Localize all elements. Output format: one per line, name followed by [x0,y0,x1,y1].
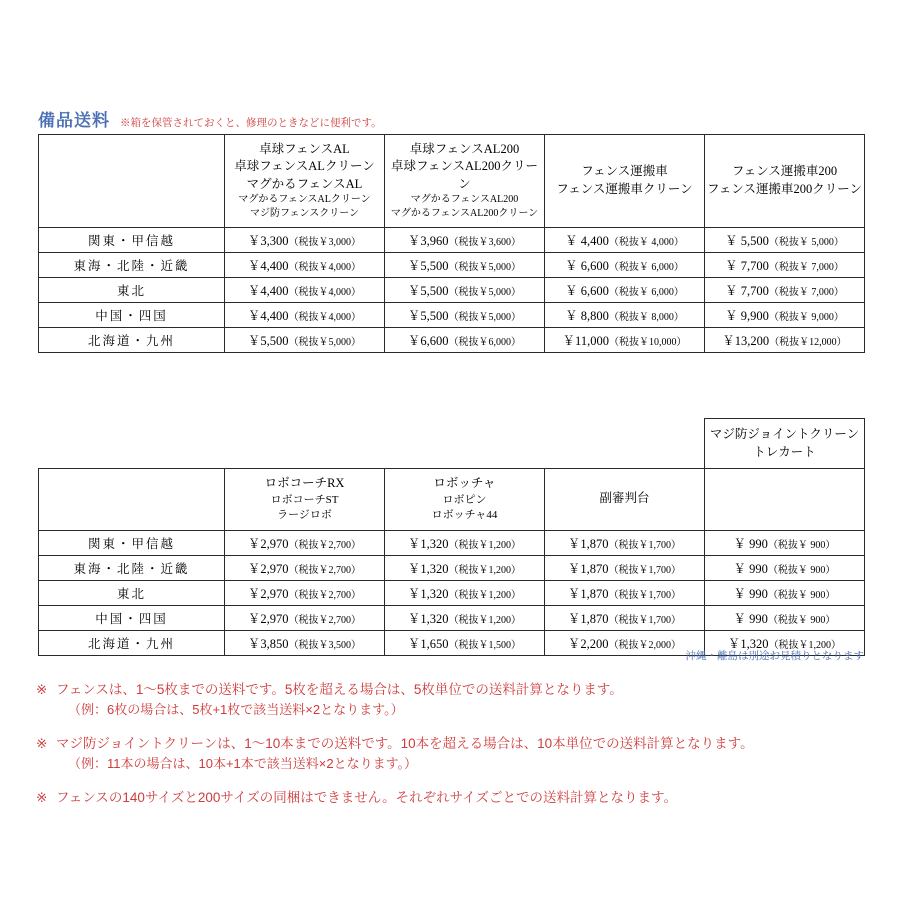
spacer-cell [39,419,225,469]
price-cell: ￥2,970（税抜￥2,700） [225,530,385,555]
table-row [39,278,865,303]
price-cell: ￥4,400（税抜￥4,000） [225,278,385,303]
price-cell: ￥ 990（税抜￥ 900） [705,580,865,605]
price-tax-excluded: （税抜￥5,000） [288,337,362,349]
footnote-text: フェンスは、1～5枚までの送料です。5枚を超える場合は、5枚単位での送料計算となります。 [56,682,623,697]
price-tax-excluded: （税抜￥ 8,000） [608,312,684,324]
column-header-line: フェンス運搬車クリーン [556,181,693,196]
price-cell: ￥2,970（税抜￥2,700） [225,580,385,605]
price-tax-excluded: （税抜￥10,000） [608,337,687,349]
price-cell: ￥5,500（税抜￥5,000） [385,278,545,303]
heading-note: ※箱を保管されておくと、修理のときなどに便利です。 [120,116,382,129]
price-cell: ￥3,960（税抜￥3,600） [385,228,545,253]
price-cell: ￥ 4,400（税抜￥ 4,000） [545,228,705,253]
table-row [39,530,865,555]
price-cell: ￥11,000（税抜￥10,000） [545,328,705,353]
column-header [225,469,385,531]
price-cell: ￥ 990（税抜￥ 900） [705,530,865,555]
table-header-row [39,469,865,531]
price-tax-excluded: （税抜￥1,700） [608,614,682,626]
price-tax-excluded: （税抜￥1,200） [768,639,842,651]
price-tax-excluded: （税抜￥1,700） [608,589,682,601]
column-header-line: ロボコーチRX [264,476,345,491]
price-cell: ￥ 7,700（税抜￥ 7,000） [705,253,865,278]
price-cell: ￥1,320（税抜￥1,200） [385,530,545,555]
region-label: 関東・甲信越 [39,228,225,253]
column-header-line: 卓球フェンスAL200クリーン [391,159,538,191]
price-tax-excluded: （税抜￥1,200） [448,564,522,576]
region-label: 東北 [39,278,225,303]
price-tax-excluded: （税抜￥4,000） [288,262,362,274]
price-tax-excluded: （税抜￥12,000） [769,337,847,349]
price-tax-excluded: （税抜￥ 6,000） [608,287,684,299]
column-header [385,469,545,531]
column-header-line: フェンス運搬車200 [731,164,838,179]
price-cell: ￥1,320（税抜￥1,200） [385,580,545,605]
price-cell: ￥5,500（税抜￥5,000） [385,303,545,328]
price-cell: ￥1,320（税抜￥1,200） [705,630,865,655]
region-label: 東海・北陸・近畿 [39,555,225,580]
column-header [545,469,705,531]
corner-cell [39,135,225,228]
column-header-line: ロボコーチST [270,493,339,506]
table-row [39,253,865,278]
column-header-line: ロボピン [442,493,487,506]
footnote-text: マジ防ジョイントクリーンは、1～10本までの送料です。10本を超える場合は、10本単位での送料計算となります。 [56,735,754,751]
price-cell: ￥ 6,600（税抜￥ 6,000） [545,253,705,278]
column-header-line: トレカート [753,445,816,460]
column-header-line: マグかるフェンスALクリーン [238,193,371,205]
footnotes [36,680,866,822]
spacer-cell [385,419,545,469]
column-header [385,135,545,228]
price-cell: ￥3,300（税抜￥3,000） [225,228,385,253]
price-cell: ￥1,650（税抜￥1,500） [385,630,545,655]
footnote-sub: （例：11本の場合は、10本+1本で該当送料×2となります。） [68,756,418,771]
region-label: 東海・北陸・近畿 [39,253,225,278]
price-tax-excluded: （税抜￥ 900） [767,589,836,601]
column-header-line: マジ防ジョイントクリーン [709,427,860,441]
footnote [36,788,866,808]
corner-cell [39,469,225,531]
footnote-main [36,734,866,754]
table-row [39,580,865,605]
price-cell: ￥4,400（税抜￥4,000） [225,253,385,278]
spacer-cell [545,419,705,469]
shipping-table-machines [38,418,865,656]
price-cell: ￥2,200（税抜￥2,000） [545,630,705,655]
price-tax-excluded: （税抜￥ 9,000） [768,312,844,324]
price-tax-excluded: （税抜￥2,700） [288,539,362,551]
spacer-cell [225,419,385,469]
column-header-line: ロボッチャ44 [431,508,498,521]
price-tax-excluded: （税抜￥4,000） [288,287,362,299]
footnote-mark: ※ [36,735,48,751]
price-cell: ￥ 990（税抜￥ 900） [705,555,865,580]
price-tax-excluded: （税抜￥ 7,000） [768,262,844,274]
column-header [705,135,865,228]
price-cell: ￥2,970（税抜￥2,700） [225,555,385,580]
column-header-line: ラージロボ [277,508,332,521]
price-cell: ￥6,600（税抜￥6,000） [385,328,545,353]
table-header-row [39,135,865,228]
price-tax-excluded: （税抜￥2,700） [288,614,362,626]
price-tax-excluded: （税抜￥1,200） [448,614,522,626]
price-tax-excluded: （税抜￥1,200） [448,589,522,601]
price-tax-excluded: （税抜￥3,000） [288,237,362,249]
table-floating-header-row [39,419,865,469]
price-tax-excluded: （税抜￥ 4,000） [608,237,684,249]
footnote-text: フェンスの140サイズと200サイズの同梱はできません。それぞれサイズごとでの送料計算となります。 [56,789,677,805]
column-header-line: 副審判台 [599,491,650,506]
column-header-line: マジ防フェンスクリーン [250,207,359,219]
region-label: 関東・甲信越 [39,530,225,555]
table-row [39,303,865,328]
price-cell: ￥ 5,500（税抜￥ 5,000） [705,228,865,253]
column-header-line: マグかるフェンスAL [246,176,363,191]
price-cell: ￥1,870（税抜￥1,700） [545,580,705,605]
column-header [705,419,865,469]
price-tax-excluded: （税抜￥1,700） [608,539,682,551]
price-cell: ￥13,200（税抜￥12,000） [705,328,865,353]
price-tax-excluded: （税抜￥2,700） [288,564,362,576]
price-tax-excluded: （税抜￥1,200） [448,539,522,551]
price-tax-excluded: （税抜￥2,000） [608,639,682,651]
column-header [705,469,865,531]
price-tax-excluded: （税抜￥ 6,000） [608,262,684,274]
price-cell: ￥ 8,800（税抜￥ 8,000） [545,303,705,328]
footnote-main [36,680,866,700]
footnote [36,680,866,720]
price-tax-excluded: （税抜￥2,700） [288,589,362,601]
region-label: 中国・四国 [39,303,225,328]
price-cell: ￥ 6,600（税抜￥ 6,000） [545,278,705,303]
table-row [39,328,865,353]
footnote-sub: （例：6枚の場合は、5枚+1枚で該当送料×2となります。） [68,702,404,718]
price-cell: ￥ 7,700（税抜￥ 7,000） [705,278,865,303]
price-tax-excluded: （税抜￥5,000） [448,312,522,324]
price-cell: ￥5,500（税抜￥5,000） [385,253,545,278]
price-tax-excluded: （税抜￥1,500） [448,639,522,651]
footnote-mark: ※ [36,789,48,805]
price-cell: ￥2,970（税抜￥2,700） [225,605,385,630]
table-row [39,555,865,580]
region-label: 北海道・九州 [39,630,225,655]
price-tax-excluded: （税抜￥ 7,000） [768,287,844,299]
table-row [39,605,865,630]
column-header-line: マグかるフェンスAL200クリーン [390,207,539,219]
region-label: 北海道・九州 [39,328,225,353]
price-tax-excluded: （税抜￥3,600） [448,237,522,249]
price-cell: ￥1,870（税抜￥1,700） [545,555,705,580]
price-cell: ￥1,870（税抜￥1,700） [545,530,705,555]
price-cell: ￥4,400（税抜￥4,000） [225,303,385,328]
column-header-line: ロボッチャ [433,476,496,491]
price-tax-excluded: （税抜￥4,000） [288,312,362,324]
price-cell: ￥1,320（税抜￥1,200） [385,605,545,630]
column-header-line: 卓球フェンスAL200 [409,142,520,156]
price-tax-excluded: （税抜￥5,000） [448,262,522,274]
price-tax-excluded: （税抜￥ 900） [767,539,836,551]
region-label: 中国・四国 [39,605,225,630]
region-label: 東北 [39,580,225,605]
column-header-line: 卓球フェンスAL [259,142,350,156]
price-cell: ￥1,320（税抜￥1,200） [385,555,545,580]
price-tax-excluded: （税抜￥1,700） [608,564,682,576]
price-cell: ￥ 990（税抜￥ 900） [705,605,865,630]
price-tax-excluded: （税抜￥ 5,000） [768,237,844,249]
column-header [545,135,705,228]
footnote-main [36,788,866,808]
price-cell: ￥1,870（税抜￥1,700） [545,605,705,630]
column-header-line: フェンス運搬車 [581,164,668,179]
price-tax-excluded: （税抜￥ 900） [767,564,836,576]
price-tax-excluded: （税抜￥3,500） [288,639,362,651]
price-cell: ￥5,500（税抜￥5,000） [225,328,385,353]
column-header-line: フェンス運搬車200クリーン [707,181,863,196]
footnote-mark: ※ [36,682,48,697]
shipping-table-fences [38,134,865,353]
section-heading [38,112,382,129]
price-tax-excluded: （税抜￥5,000） [448,287,522,299]
island-surcharge-note: 沖縄・離島は別途お見積りとなります [685,650,864,662]
footnote [36,734,866,774]
price-cell: ￥3,850（税抜￥3,500） [225,630,385,655]
column-header-line: マグかるフェンスAL200 [410,193,519,205]
page-title: 備品送料 [38,111,110,130]
price-cell: ￥ 9,900（税抜￥ 9,000） [705,303,865,328]
column-header-line: 卓球フェンスALクリーン [234,159,375,174]
price-tax-excluded: （税抜￥ 900） [767,614,836,626]
column-header [225,135,385,228]
price-tax-excluded: （税抜￥6,000） [448,337,522,349]
table-row [39,228,865,253]
